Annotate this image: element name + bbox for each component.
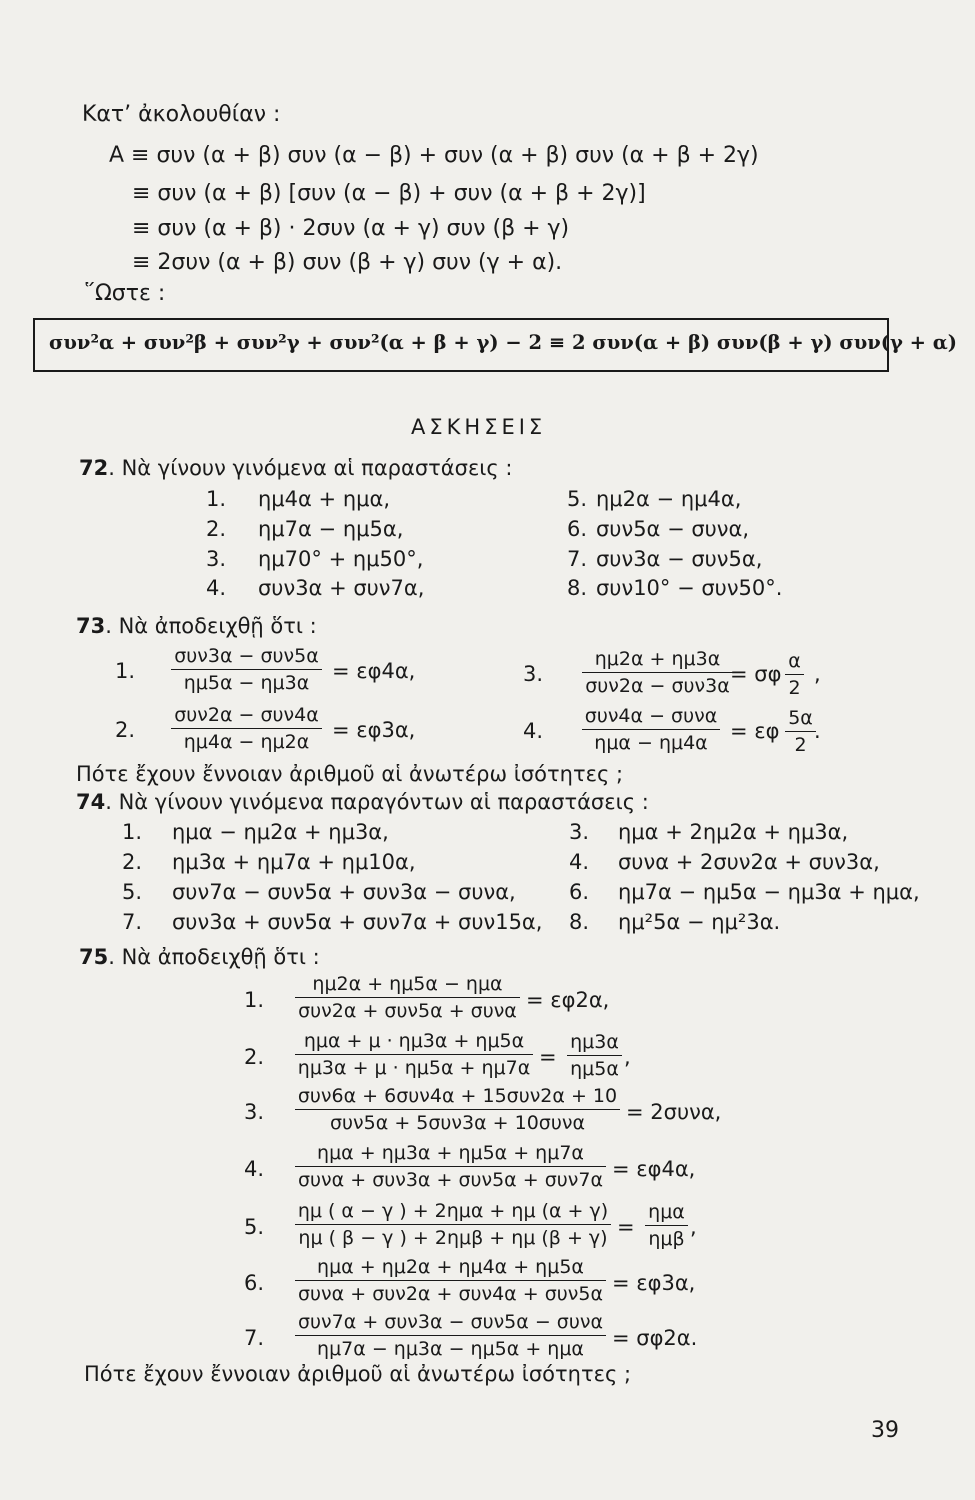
derivation-line-4: ≡ 2συν (α + β) συν (β + γ) συν (γ + α). bbox=[132, 250, 563, 275]
fraction-denominator: ημ5α bbox=[570, 1058, 619, 1080]
item-number: 5. bbox=[122, 880, 143, 904]
exercise-73-heading bbox=[76, 614, 317, 638]
fraction-numerator: συν4α − συνα bbox=[584, 705, 718, 727]
item-expression: ημ3α + ημ7α + ημ10α, bbox=[172, 850, 416, 874]
item-number: 1. bbox=[115, 659, 136, 683]
exercise-number: 73 bbox=[76, 614, 106, 638]
item-number: 3. bbox=[523, 662, 544, 686]
punctuation: , bbox=[624, 1045, 631, 1069]
fraction-bar bbox=[295, 1054, 533, 1055]
fraction-numerator: ημα + ημ3α + ημ5α + ημ7α bbox=[317, 1142, 584, 1164]
item-expression: συν5α − συνα, bbox=[596, 517, 750, 541]
item-number: 4. bbox=[523, 719, 544, 743]
fraction-denominator: ημ5α − ημ3α bbox=[183, 672, 310, 694]
item-number: 7. bbox=[567, 547, 588, 571]
item-number: 3. bbox=[569, 820, 590, 844]
item-number: 2. bbox=[122, 850, 143, 874]
equation-rhs: = εφ3α, bbox=[332, 718, 416, 742]
item-number: 3. bbox=[244, 1100, 265, 1124]
item-number: 1. bbox=[122, 820, 143, 844]
item-expression: ημ2α − ημ4α, bbox=[596, 487, 742, 511]
fraction-denominator: 2 bbox=[788, 677, 801, 699]
item-number: 8. bbox=[567, 576, 588, 600]
item-expression: συν7α − συν5α + συν3α − συνα, bbox=[172, 880, 516, 904]
fraction-numerator: ημ2α + ημ5α − ημα bbox=[312, 973, 503, 995]
exercise-number: 74 bbox=[76, 790, 106, 814]
fraction-denominator: ημ7α − ημ3α − ημ5α + ημα bbox=[317, 1338, 584, 1360]
fraction-numerator: συν7α + συν3α − συν5α − συνα bbox=[298, 1311, 603, 1333]
fraction-bar bbox=[645, 1225, 688, 1226]
item-expression: ημ7α − ημ5α − ημ3α + ημα, bbox=[618, 880, 920, 904]
item-number: 1. bbox=[244, 988, 265, 1012]
exercise-prompt: . Νὰ γίνουν γινόμενα παραγόντων αἱ παραστάσεις : bbox=[105, 790, 649, 814]
exercise-74-heading bbox=[76, 790, 649, 814]
item-expression: ημ70° + ημ50°, bbox=[258, 547, 424, 571]
derivation-line-2: ≡ συν (α + β) [συν (α − β) + συν (α + β + 2γ)] bbox=[132, 181, 646, 206]
equation-rhs: = bbox=[539, 1045, 557, 1069]
item-number: 4. bbox=[244, 1157, 265, 1181]
item-expression: συν3α + συν7α, bbox=[258, 576, 425, 600]
item-expression: ημ²5α − ημ²3α. bbox=[618, 910, 781, 934]
fraction-numerator: ημ3α bbox=[570, 1031, 619, 1053]
item-number: 5. bbox=[244, 1215, 265, 1239]
item-expression: ημα + 2ημ2α + ημ3α, bbox=[618, 820, 849, 844]
page-number: 39 bbox=[871, 1418, 899, 1443]
fraction-numerator: ημ ( α − γ ) + 2ημα + ημ (α + γ) bbox=[297, 1200, 609, 1222]
fraction-denominator: ημ ( β − γ ) + 2ημβ + ημ (β + γ) bbox=[298, 1227, 608, 1249]
equation-rhs: = σφ bbox=[730, 662, 782, 686]
exercise-number: 75 bbox=[79, 945, 109, 969]
exercise-75-heading bbox=[79, 945, 320, 969]
derivation-line-1: Α ≡ συν (α + β) συν (α − β) + συν (α + β) συν (α + β + 2γ) bbox=[109, 143, 759, 168]
fraction-denominator: συν5α + 5συν3α + 10συνα bbox=[330, 1112, 585, 1134]
fraction-denominator: ημ3α + μ · ημ5α + ημ7α bbox=[297, 1057, 531, 1079]
item-number: 8. bbox=[569, 910, 590, 934]
equation-rhs: = εφ bbox=[730, 719, 780, 743]
fraction-denominator: ημβ bbox=[648, 1228, 685, 1250]
item-expression: συν3α + συν5α + συν7α + συν15α, bbox=[172, 910, 543, 934]
item-number: 2. bbox=[206, 517, 227, 541]
fraction-denominator: συνα + συν3α + συν5α + συν7α bbox=[298, 1169, 603, 1191]
exercise-72-heading bbox=[79, 456, 512, 480]
item-number: 4. bbox=[569, 850, 590, 874]
equation-rhs: = 2συνα, bbox=[626, 1100, 722, 1124]
punctuation: , bbox=[690, 1215, 697, 1239]
fraction-denominator: συνα + συν2α + συν4α + συν5α bbox=[298, 1283, 603, 1305]
exercise-number: 72 bbox=[79, 456, 109, 480]
item-number: 3. bbox=[206, 547, 227, 571]
equation-rhs: = εφ4α, bbox=[612, 1157, 696, 1181]
item-number: 2. bbox=[244, 1045, 265, 1069]
section-title: ΑΣΚΗΣΕΙΣ bbox=[411, 415, 547, 439]
derivation-line-3: ≡ συν (α + β) · 2συν (α + γ) συν (β + γ) bbox=[132, 216, 570, 241]
fraction-bar bbox=[171, 669, 322, 670]
exercise-73-question: Πότε ἔχουν ἔννοιαν ἀριθμοῦ αἱ ἀνωτέρω ἰσότητες ; bbox=[76, 762, 624, 786]
fraction-numerator: συν2α − συν4α bbox=[174, 704, 319, 726]
fraction-bar bbox=[582, 672, 733, 673]
fraction-denominator: ημ4α − ημ2α bbox=[183, 731, 310, 753]
fraction-bar bbox=[295, 1224, 611, 1225]
fraction-bar bbox=[582, 729, 720, 730]
exercise-prompt: . Νὰ ἀποδειχθῇ ὅτι : bbox=[105, 614, 317, 638]
equation-rhs: = bbox=[617, 1215, 635, 1239]
equation-rhs: = εφ2α, bbox=[526, 988, 610, 1012]
fraction-bar bbox=[295, 997, 520, 998]
punctuation: , bbox=[814, 662, 821, 686]
item-number: 7. bbox=[122, 910, 143, 934]
item-number: 6. bbox=[244, 1271, 265, 1295]
equation-rhs: = εφ3α, bbox=[612, 1271, 696, 1295]
item-number: 6. bbox=[569, 880, 590, 904]
hence-label: ῞Ωστε : bbox=[84, 281, 166, 306]
item-number: 4. bbox=[206, 576, 227, 600]
item-number: 7. bbox=[244, 1326, 265, 1350]
fraction-bar bbox=[567, 1055, 622, 1056]
fraction-numerator: α bbox=[788, 650, 801, 672]
item-expression: ημ7α − ημ5α, bbox=[258, 517, 404, 541]
fraction-bar bbox=[295, 1335, 606, 1336]
derivation-intro: Κατ’ ἀκολουθίαν : bbox=[82, 102, 281, 127]
fraction-numerator: ημ2α + ημ3α bbox=[594, 648, 721, 670]
exercise-prompt: . Νὰ γίνουν γινόμενα αἱ παραστάσεις : bbox=[108, 456, 513, 480]
item-number: 5. bbox=[567, 487, 588, 511]
fraction-numerator: ημα + μ · ημ3α + ημ5α bbox=[303, 1030, 525, 1052]
item-expression: ημα − ημ2α + ημ3α, bbox=[172, 820, 389, 844]
fraction-denominator: συν2α − συν3α bbox=[585, 675, 730, 697]
fraction-numerator: συν3α − συν5α bbox=[174, 645, 319, 667]
fraction-denominator: ημα − ημ4α bbox=[594, 732, 708, 754]
fraction-bar bbox=[785, 731, 816, 732]
item-expression: ημ4α + ημα, bbox=[258, 487, 391, 511]
fraction-denominator: συν2α + συν5α + συνα bbox=[298, 1000, 517, 1022]
boxed-identity-text: συν²α + συν²β + συν²γ + συν²(α + β + γ) − 2 ≡ 2 συν(α + β) συν(β + γ) συν(γ + α) bbox=[49, 331, 958, 354]
exercise-prompt: . Νὰ ἀποδειχθῇ ὅτι : bbox=[108, 945, 320, 969]
fraction-bar bbox=[785, 674, 804, 675]
fraction-denominator: 2 bbox=[794, 734, 807, 756]
equation-rhs: = σφ2α. bbox=[612, 1326, 698, 1350]
item-expression: συν3α − συν5α, bbox=[596, 547, 763, 571]
item-number: 6. bbox=[567, 517, 588, 541]
fraction-bar bbox=[295, 1280, 606, 1281]
fraction-numerator: συν6α + 6συν4α + 15συν2α + 10 bbox=[297, 1085, 618, 1107]
fraction-numerator: ημα bbox=[648, 1201, 685, 1223]
equation-rhs: = εφ4α, bbox=[332, 659, 416, 683]
punctuation: . bbox=[814, 719, 821, 743]
item-number: 1. bbox=[206, 487, 227, 511]
item-expression: συνα + 2συν2α + συν3α, bbox=[618, 850, 880, 874]
fraction-bar bbox=[295, 1109, 620, 1110]
fraction-bar bbox=[171, 728, 322, 729]
fraction-numerator: 5α bbox=[788, 707, 813, 729]
item-number: 2. bbox=[115, 718, 136, 742]
item-expression: συν10° − συν50°. bbox=[596, 576, 783, 600]
fraction-bar bbox=[295, 1166, 606, 1167]
fraction-numerator: ημα + ημ2α + ημ4α + ημ5α bbox=[317, 1256, 584, 1278]
boxed-identity bbox=[33, 318, 958, 372]
exercise-75-question: Πότε ἔχουν ἔννοιαν ἀριθμοῦ αἱ ἀνωτέρω ἰσότητες ; bbox=[84, 1362, 632, 1386]
